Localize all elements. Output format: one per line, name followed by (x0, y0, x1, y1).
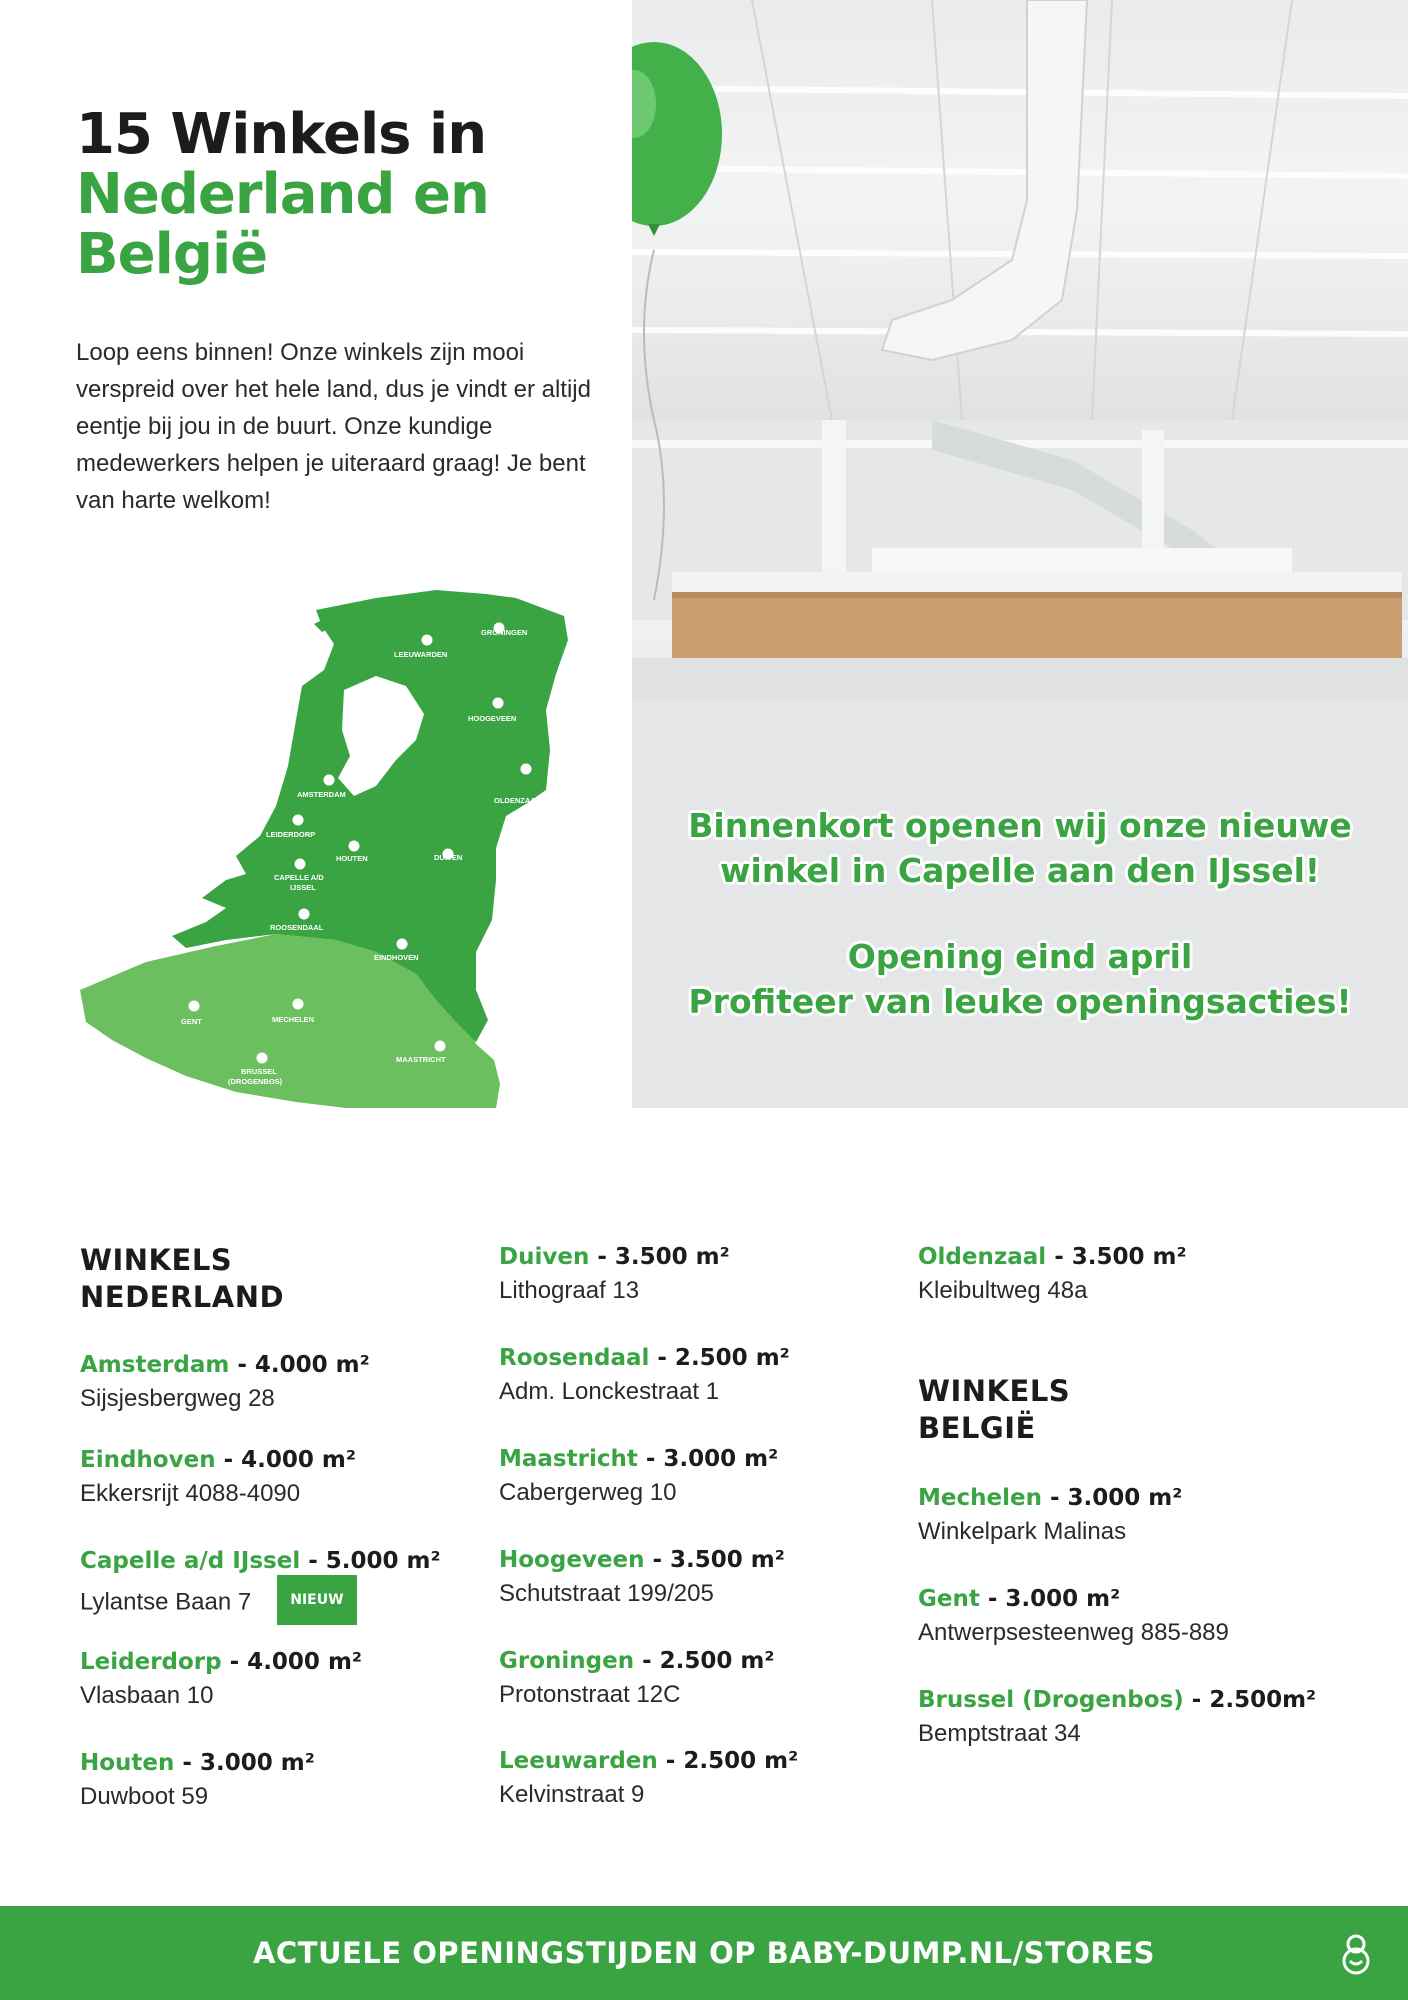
store-eindhoven (80, 1444, 356, 1511)
map-label-leeuwarden: LEEUWARDEN (394, 650, 448, 659)
store-address: Vlasbaan 10 (80, 1682, 214, 1709)
store-brussel (918, 1684, 1316, 1751)
promo-opening-date (660, 934, 1380, 1024)
store-address: Winkelpark Malinas (918, 1518, 1127, 1545)
store-city: Houten (80, 1750, 175, 1776)
store-houten (80, 1747, 315, 1814)
section-heading-belgie-line-1: WINKELS (918, 1374, 1071, 1408)
store-address: Adm. Lonckestraat 1 (499, 1378, 720, 1405)
store-city: Mechelen (918, 1485, 1042, 1511)
store-address: Lylantse Baan 7 (80, 1588, 252, 1616)
map-label-houten: HOUTEN (336, 854, 368, 863)
section-heading-nederland-line-2: NEDERLAND (80, 1280, 285, 1314)
store-oldenzaal (918, 1241, 1187, 1308)
map-label-amsterdam: AMSTERDAM (297, 790, 346, 799)
store-city: Roosendaal (499, 1345, 650, 1371)
store-size: - 4.000 m² (221, 1649, 362, 1675)
store-address: Sijsjesbergweg 28 (80, 1385, 275, 1412)
footer-opening-hours-link[interactable]: ACTUELE OPENINGSTIJDEN OP BABY-DUMP.NL/STORES (252, 1936, 1156, 1970)
store-address: Schutstraat 199/205 (499, 1580, 714, 1607)
promo-opening-announcement (660, 803, 1380, 893)
title-line-1: 15 Winkels in (76, 102, 487, 167)
intro-paragraph: Loop eens binnen! Onze winkels zijn mooi verspreid over het hele land, dus je vindt er altijd eentje bij jou in de buurt. Onze kundige medewerkers helpen je uiteraard graag! Je bent van harte welkom! (76, 339, 591, 514)
section-heading-belgie (918, 1373, 1070, 1447)
store-address: Protonstraat 12C (499, 1681, 681, 1708)
map-label-brussel-1: BRUSSEL (241, 1067, 277, 1076)
store-maastricht (499, 1443, 778, 1510)
store-address: Kleibultweg 48a (918, 1277, 1088, 1304)
map-label-leiderdorp: LEIDERDORP (266, 830, 316, 839)
store-city: Eindhoven (80, 1447, 216, 1473)
store-size: - 2.500 m² (657, 1748, 799, 1774)
store-size: - 3.500 m² (1046, 1244, 1187, 1270)
promo-line-1: Binnenkort openen wij onze nieuwe (688, 806, 1352, 845)
store-size: - 3.000 m² (637, 1446, 779, 1472)
store-size: - 5.000 m² (300, 1548, 441, 1574)
footer-bar (0, 1906, 1408, 2000)
map-label-oldenzaal: OLDENZAAL (494, 796, 541, 805)
store-address: Bemptstraat 34 (918, 1720, 1081, 1747)
page-title (76, 102, 596, 287)
store-hoogeveen (499, 1544, 785, 1611)
store-size: - 3.000 m² (1041, 1485, 1183, 1511)
store-city: Hoogeveen (499, 1547, 645, 1573)
store-city: Groningen (499, 1648, 635, 1674)
store-amsterdam (80, 1349, 370, 1416)
map-label-maastricht: MAASTRICHT (396, 1055, 446, 1064)
title-line-3: België (76, 222, 268, 287)
store-city: Duiven (499, 1244, 590, 1270)
store-city: Leeuwarden (499, 1748, 658, 1774)
store-size: - 3.500 m² (644, 1547, 785, 1573)
store-leeuwarden (499, 1745, 798, 1812)
section-heading-nederland-line-1: WINKELS (80, 1243, 233, 1277)
map-label-capelle-1: CAPELLE A/D (274, 873, 324, 882)
store-city: Gent (918, 1586, 980, 1612)
section-heading-nederland (80, 1242, 284, 1316)
store-address: Ekkersrijt 4088-4090 (80, 1480, 301, 1507)
store-map (76, 590, 576, 1115)
map-label-hoogeveen: HOOGEVEEN (468, 714, 517, 723)
store-size: - 3.000 m² (174, 1750, 315, 1776)
promo-line-2: winkel in Capelle aan den IJssel! (720, 851, 1320, 890)
store-roosendaal (499, 1342, 790, 1409)
store-capelle (80, 1545, 441, 1628)
store-city: Leiderdorp (80, 1649, 222, 1675)
store-size: - 3.500 m² (589, 1244, 730, 1270)
promo-line-3: Opening eind april (847, 937, 1193, 976)
store-address: Antwerpsesteenweg 885-889 (918, 1619, 1229, 1646)
map-label-capelle-2: IJSSEL (290, 883, 316, 892)
map-label-eindhoven: EINDHOVEN (374, 953, 419, 962)
map-label-brussel-2: (DROGENBOS) (228, 1077, 283, 1086)
store-address: Duwboot 59 (80, 1783, 209, 1810)
store-city: Oldenzaal (918, 1244, 1047, 1270)
store-groningen (499, 1645, 774, 1712)
store-city: Maastricht (499, 1446, 638, 1472)
store-mechelen (918, 1482, 1182, 1549)
store-city: Brussel (Drogenbos) (918, 1687, 1184, 1713)
map-label-groningen: GRONINGEN (481, 628, 528, 637)
store-city: Amsterdam (80, 1352, 230, 1378)
title-line-2: Nederland en (76, 162, 489, 227)
store-duiven (499, 1241, 730, 1308)
store-city: Capelle a/d IJssel (80, 1548, 301, 1574)
store-size: - 2.500 m² (649, 1345, 790, 1371)
map-graphic (76, 590, 576, 1110)
store-size: - 2.500 m² (634, 1648, 775, 1674)
store-size: - 4.000 m² (215, 1447, 356, 1473)
map-label-gent: GENT (181, 1017, 202, 1026)
store-address: Kelvinstraat 9 (499, 1781, 645, 1808)
map-label-mechelen: MECHELEN (272, 1015, 315, 1024)
map-label-roosendaal: ROOSENDAAL (270, 923, 324, 932)
section-heading-belgie-line-2: BELGIË (918, 1411, 1036, 1445)
map-label-duiven: DUIVEN (434, 853, 463, 862)
store-leiderdorp (80, 1646, 362, 1713)
new-badge: NIEUW (277, 1575, 356, 1625)
store-size: - 3.000 m² (979, 1586, 1121, 1612)
store-gent (918, 1583, 1229, 1650)
promo-line-4: Profiteer van leuke openingsacties! (688, 982, 1352, 1021)
store-size: - 4.000 m² (229, 1352, 370, 1378)
baby-dump-logo-icon (1336, 1932, 1376, 1976)
store-address: Cabergerweg 10 (499, 1479, 677, 1506)
store-size: - 2.500m² (1183, 1687, 1317, 1713)
store-address: Lithograaf 13 (499, 1277, 640, 1304)
